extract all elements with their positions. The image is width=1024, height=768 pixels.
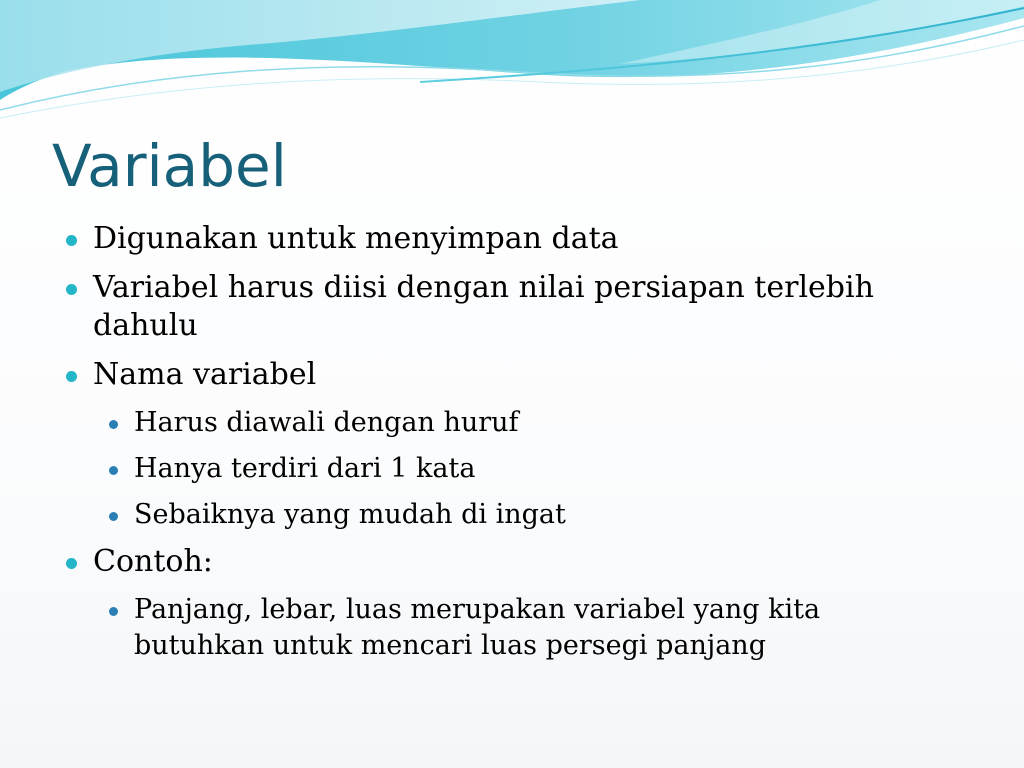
- bullet-item: [64, 269, 944, 345]
- sub-bullet-icon: [109, 512, 118, 521]
- bullet-icon: [66, 235, 77, 246]
- sub-bullet-item: [64, 451, 944, 487]
- bullet-text: Contoh:: [93, 544, 213, 579]
- header-wave-decoration: [0, 0, 1024, 130]
- bullet-text: Digunakan untuk menyimpan data: [93, 221, 619, 256]
- slide-title: Variabel: [52, 132, 287, 200]
- bullet-text: Nama variabel: [93, 357, 317, 392]
- sub-bullet-item: [64, 497, 944, 533]
- bullet-icon: [66, 284, 77, 295]
- bullet-list: [64, 220, 944, 674]
- sub-bullet-icon: [109, 466, 118, 475]
- sub-bullet-text: Panjang, lebar, luas merupakan variabel yang kita butuhkan untuk mencari luas persegi panjang: [134, 594, 821, 661]
- sub-bullet-icon: [109, 420, 118, 429]
- bullet-item: [64, 356, 944, 394]
- sub-bullet-item: [64, 405, 944, 441]
- sub-bullet-item: [64, 592, 944, 664]
- bullet-text: Variabel harus diisi dengan nilai persiapan terlebih dahulu: [93, 270, 874, 343]
- bullet-icon: [66, 371, 77, 382]
- sub-bullet-icon: [109, 607, 118, 616]
- bullet-icon: [66, 558, 77, 569]
- sub-bullet-text: Hanya terdiri dari 1 kata: [134, 453, 476, 484]
- sub-bullet-text: Harus diawali dengan huruf: [134, 407, 519, 438]
- bullet-item: [64, 220, 944, 258]
- sub-bullet-text: Sebaiknya yang mudah di ingat: [134, 499, 566, 530]
- bullet-item: [64, 543, 944, 581]
